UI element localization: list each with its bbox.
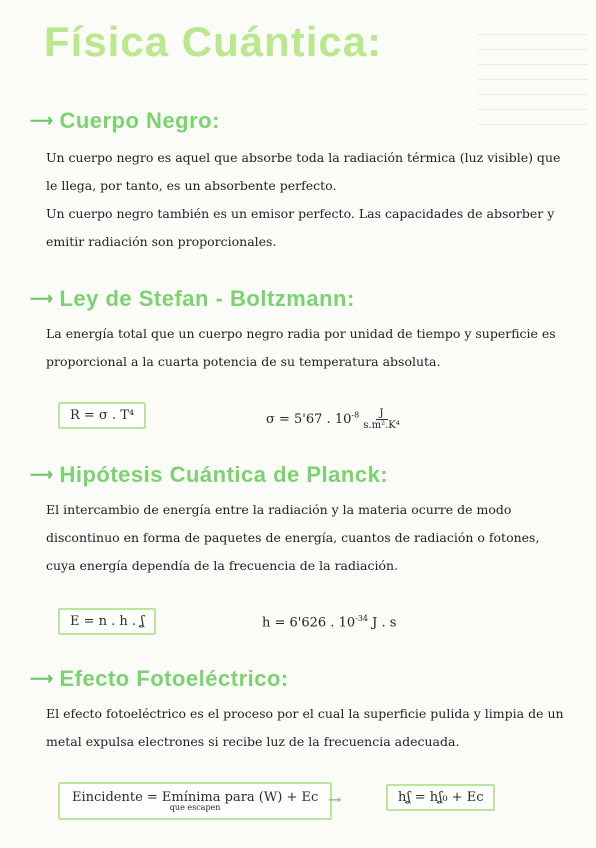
section-heading-fotoelectrico (30, 666, 289, 692)
implies-arrow-icon: → (328, 790, 342, 809)
arrow-icon: ⟶ (30, 113, 54, 130)
constant-base: σ = 5'67 . 10 (266, 412, 352, 427)
stefan-constant (266, 408, 400, 431)
constant-base: h = 6'626 . 10 (262, 615, 356, 631)
formula-box: hʆ = hʆ₀ + Ec (386, 784, 495, 811)
formula-box: R = σ . T⁴ (58, 402, 146, 429)
unit-denominator: s.m².K⁴ (363, 420, 400, 431)
paragraph: El intercambio de energía entre la radiación y la materia ocurre de modo discontinuo en forma de paquetes de energía, cuantos de radiación o fotones, cuya energía dependía de la frecuencia de la radiación. (46, 502, 540, 573)
formula-box (58, 782, 332, 820)
arrow-icon: ⟶ (30, 467, 54, 484)
page-title: Física Cuántica: (44, 18, 383, 65)
unit-fraction (363, 408, 399, 431)
section-heading-planck (30, 462, 388, 488)
constant-exponent: -34 (355, 614, 369, 623)
unit-numerator: J (376, 408, 388, 420)
heading-text: Cuerpo Negro: (59, 108, 220, 133)
arrow-icon: ⟶ (30, 671, 54, 688)
arrow-icon: ⟶ (30, 291, 54, 308)
planck-constant (262, 614, 396, 630)
paragraph: Un cuerpo negro también es un emisor perfecto. Las capacidades de absorber y emitir radiación son proporcionales. (46, 206, 555, 249)
section-heading-cuerpo-negro (30, 108, 220, 134)
formula-box: E = n . h . ʆ (58, 608, 156, 635)
paragraph: El efecto fotoeléctrico es el proceso por el cual la superficie pulida y limpia de un metal expulsa electrones si recibe luz de la frecuencia adecuada. (46, 706, 564, 749)
constant-unit: J . s (368, 615, 397, 631)
section-heading-stefan-boltzmann (30, 286, 355, 312)
formula-subscript-note: que escapen (169, 803, 221, 812)
constant-exponent: -8 (351, 410, 360, 420)
paragraph: La energía total que un cuerpo negro radia por unidad de tiempo y superficie es proporcional a la cuarta potencia de su temperatura absoluta. (46, 326, 556, 369)
photoelectric-formula: Eincidente = Emínima para (W) + Ec (72, 790, 319, 805)
heading-text: Efecto Fotoeléctrico: (59, 666, 289, 691)
heading-text: Ley de Stefan - Boltzmann: (59, 286, 355, 311)
heading-text: Hipótesis Cuántica de Planck: (59, 462, 389, 487)
paragraph: Un cuerpo negro es aquel que absorbe toda la radiación térmica (luz visible) que le llega, por tanto, es un absorbente perfecto. (46, 150, 561, 193)
